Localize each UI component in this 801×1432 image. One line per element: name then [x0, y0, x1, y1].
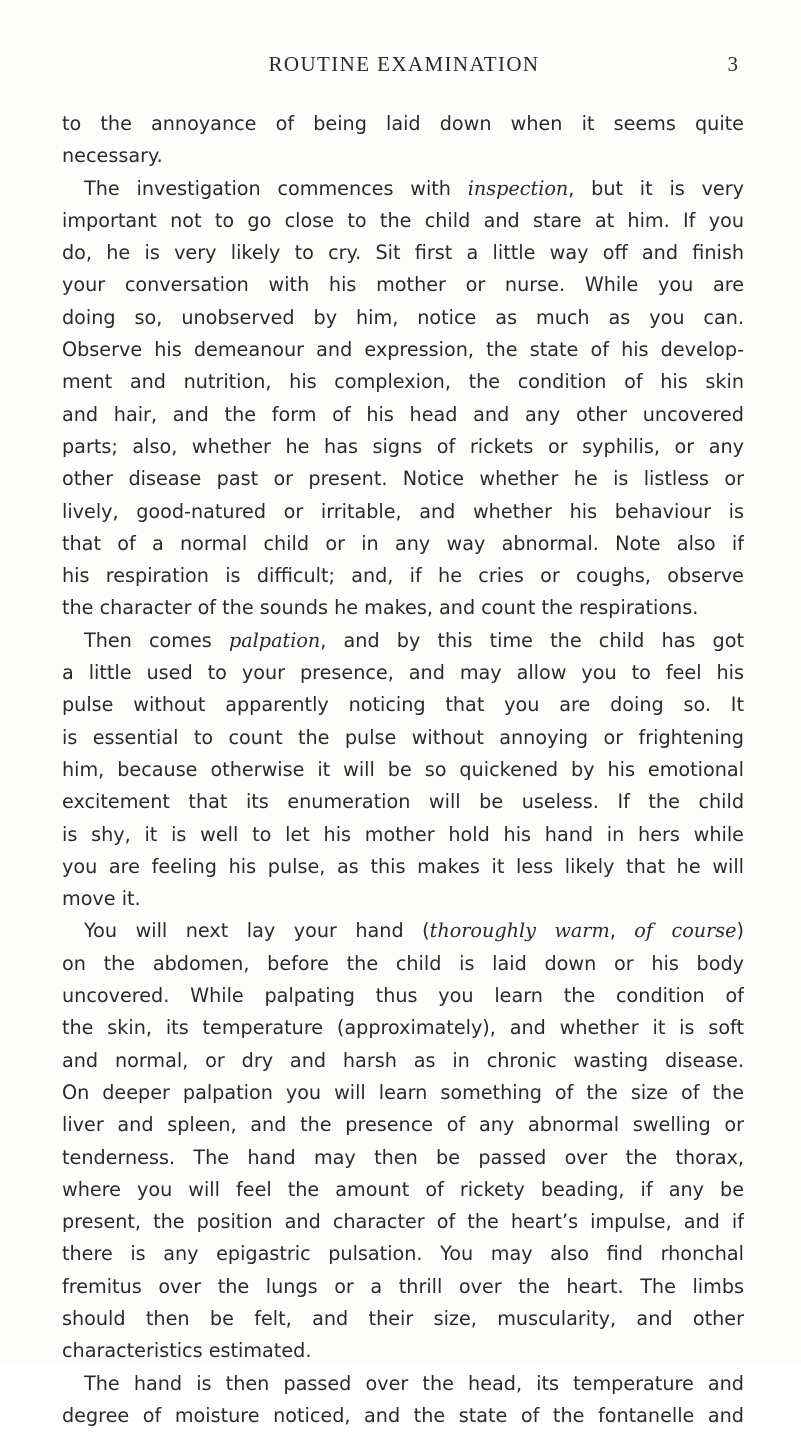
text-line: fremitus over the lungs or a thrill over the heart. The limbs: [62, 1274, 744, 1298]
body-text: [62, 108, 744, 1432]
text-line: doing so, unobserved by him, notice as much as you can.: [62, 305, 744, 329]
text-line: On deeper palpation you will learn something of the size of the: [62, 1080, 744, 1104]
emphasis: thoroughly warm: [429, 919, 610, 943]
text-line: other disease past or present. Notice whether he is listless or: [62, 467, 744, 491]
text-line: Observe his demeanour and expression, the state of his develop-: [62, 338, 744, 362]
text-line: his respiration is difficult; and, if he cries or coughs, observe: [62, 564, 744, 588]
text-line: do, he is very likely to cry. Sit first a little way off and finish: [62, 241, 744, 265]
text-line: should then be felt, and their size, muscularity, and other: [62, 1306, 744, 1330]
text-line: pulse without apparently noticing that you are doing so. It: [62, 693, 744, 717]
text-line: the character of the sounds he makes, and count the respirations.: [62, 596, 699, 620]
emphasis: inspection: [467, 176, 569, 200]
text-line: important not to go close to the child and stare at him. If you: [62, 208, 744, 232]
text-line: characteristics estimated.: [62, 1339, 312, 1363]
text-line: lively, good-natured or irritable, and whether his behaviour is: [62, 499, 744, 523]
text-line: necessary.: [62, 144, 163, 168]
text-line: The hand is then passed over the head, its temperature and: [84, 1371, 744, 1395]
text-line: a little used to your presence, and may allow you to feel his: [62, 661, 744, 685]
text-line: and normal, or dry and harsh as in chronic wasting disease.: [62, 1048, 744, 1072]
text-line: uncovered. While palpating thus you learn the condition of: [62, 984, 744, 1008]
text-line: that of a normal child or in any way abnormal. Note also if: [62, 531, 744, 555]
text-line: where you will feel the amount of rickety beading, if any be: [62, 1177, 744, 1201]
text-line: your conversation with his mother or nurse. While you are: [62, 273, 744, 297]
text-line: liver and spleen, and the presence of any abnormal swelling or: [62, 1113, 744, 1137]
text-line: is essential to count the pulse without annoying or frightening: [62, 725, 744, 749]
text-line: move it.: [62, 887, 141, 911]
running-head: ROUTINE EXAMINATION: [268, 52, 540, 76]
text-line: him, because otherwise it will be so quickened by his emotional: [62, 757, 744, 781]
text-line: tenderness. The hand may then be passed over the thorax,: [62, 1145, 744, 1169]
text-line: you are feeling his pulse, as this makes it less likely that he will: [62, 854, 744, 878]
page-number: 3: [727, 52, 738, 76]
text-line: ment and nutrition, his complexion, the condition of his skin: [62, 370, 744, 394]
text-line: there is any epigastric pulsation. You may also find rhonchal: [62, 1242, 744, 1266]
text-line: degree of moisture noticed, and the state of the fontanelle and: [62, 1403, 744, 1427]
text-line: You will next lay your hand (thoroughly warm, of course): [84, 919, 744, 943]
text-line: and hair, and the form of his head and any other uncovered: [62, 402, 744, 426]
text-line: present, the position and character of the heart’s impulse, and if: [62, 1210, 744, 1234]
emphasis: of course: [634, 919, 737, 943]
text-line: to the annoyance of being laid down when it seems quite: [62, 112, 744, 135]
emphasis: palpation: [228, 628, 321, 652]
text-line: the skin, its temperature (approximately), and whether it is soft: [62, 1016, 744, 1040]
text-line: on the abdomen, before the child is laid down or his body: [62, 951, 744, 975]
text-line: The investigation commences with inspection, but it is very: [84, 176, 744, 200]
text-line: is shy, it is well to let his mother hold his hand in hers while: [62, 822, 744, 846]
text-line: Then comes palpation, and by this time the child has got: [84, 628, 744, 652]
page-header: [70, 46, 738, 86]
text-line: parts; also, whether he has signs of rickets or syphilis, or any: [62, 434, 744, 458]
text-line: excitement that its enumeration will be useless. If the child: [62, 790, 744, 814]
